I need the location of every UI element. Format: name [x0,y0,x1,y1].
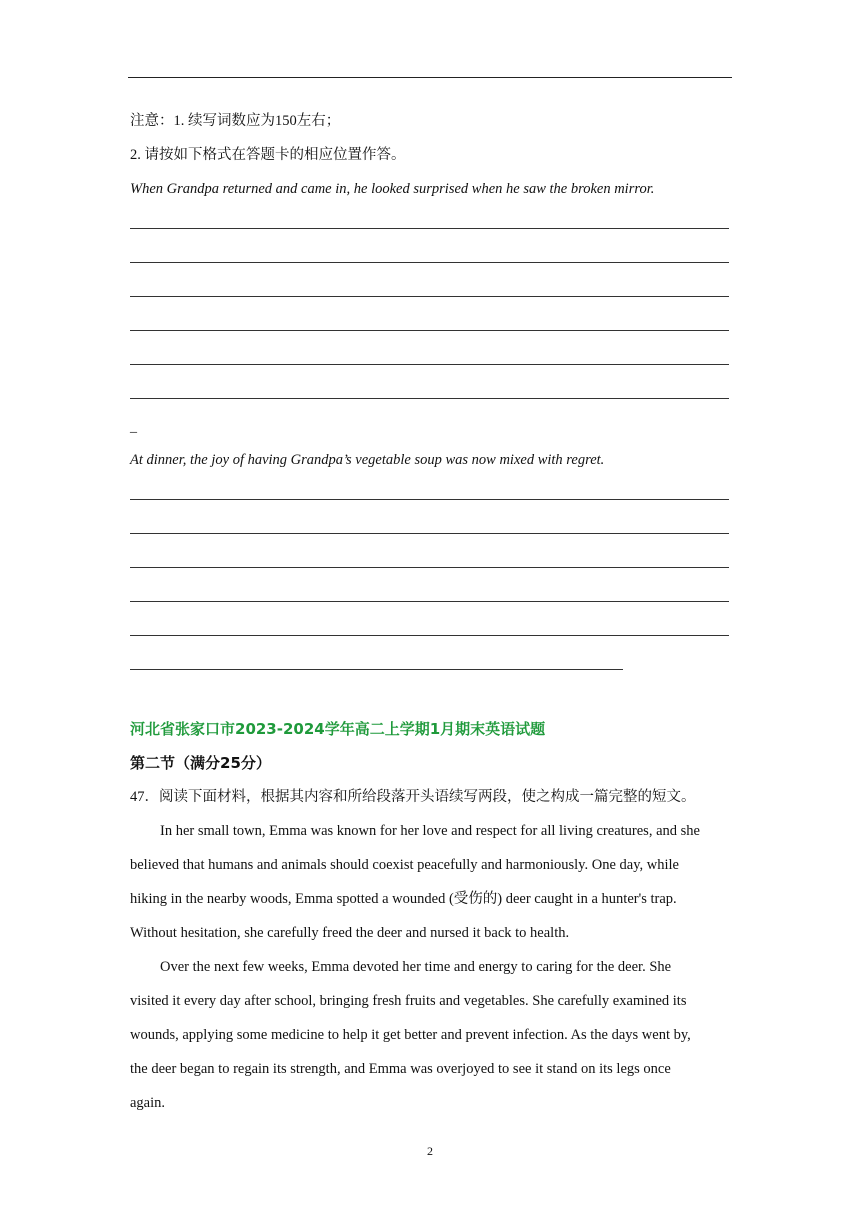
answer-line [130,228,729,229]
header-rule [128,77,732,78]
passage-line: hiking in the nearby woods, Emma spotted a wounded (受伤的) deer caught in a hunter's trap. [130,891,677,907]
answer-line [130,635,729,636]
answer-line [130,567,729,568]
page-number: 2 [427,1144,433,1158]
passage-line: Without hesitation, she carefully freed the deer and nursed it back to health. [130,925,570,941]
section-heading: 第二节（满分25分） [130,754,271,772]
passage-line: Over the next few weeks, Emma devoted her time and energy to caring for the deer. She [160,959,672,975]
prompt-paragraph-1: When Grandpa returned and came in, he looked surprised when he saw the broken mirror. [130,181,655,197]
answer-line [130,296,729,297]
answer-line [130,499,729,500]
answer-line [130,533,729,534]
note-answer-format: 2. 请按如下格式在答题卡的相应位置作答。 [130,147,406,163]
answer-line [130,330,729,331]
passage-line: believed that humans and animals should coexist peacefully and harmoniously. One day, while [130,857,679,873]
passage-line: visited it every day after school, bringing fresh fruits and vegetables. She carefully examined its [130,993,687,1009]
exam-title: 河北省张家口市2023-2024学年高二上学期1月期末英语试题 [130,720,546,738]
prompt-paragraph-2: At dinner, the joy of having Grandpa’s vegetable soup was now mixed with regret. [130,452,605,468]
passage-line: again. [130,1095,166,1111]
note-word-count: 注意：1. 续写词数应为150左右； [130,113,341,129]
trailing-underscore: _ [130,420,137,435]
passage-line: wounds, applying some medicine to help it get better and prevent infection. As the days went by, [130,1027,691,1043]
answer-line [130,669,623,670]
passage-line: In her small town, Emma was known for her love and respect for all living creatures, and she [160,823,700,839]
answer-line [130,601,729,602]
answer-line [130,262,729,263]
answer-line [130,364,729,365]
passage-line: the deer began to regain its strength, and Emma was overjoyed to see it stand on its legs once [130,1061,671,1077]
question-instruction: 47．阅读下面材料，根据其内容和所给段落开头语续写两段，使之构成一篇完整的短文。 [130,789,696,805]
answer-line [130,398,729,399]
